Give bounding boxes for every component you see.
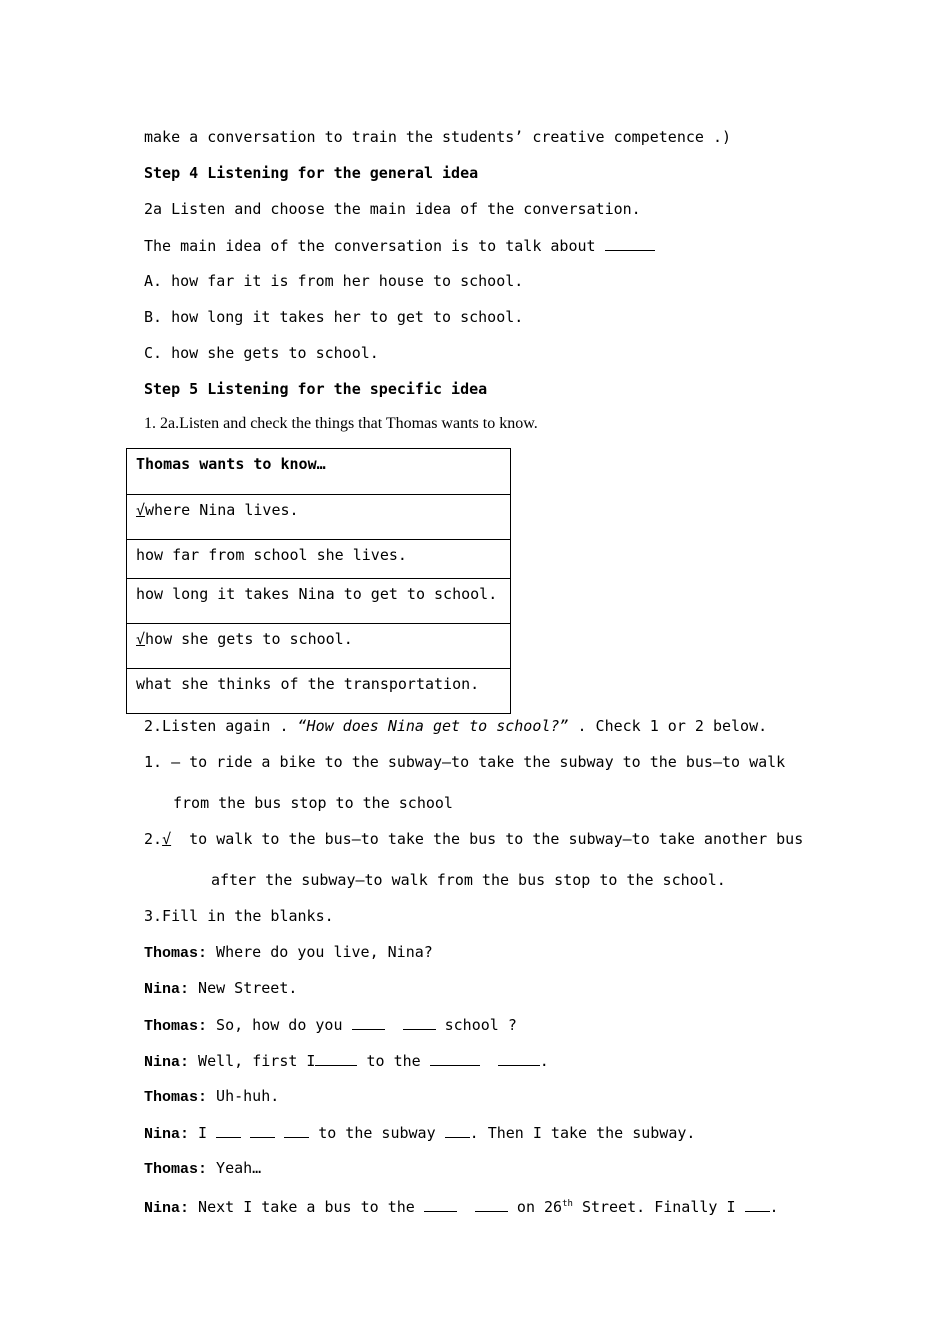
dialogue-line: Nina: Next I take a bus to the on 26th Street. Finally I . [144,1198,779,1217]
option-a: A. how far it is from her house to school. [144,272,524,290]
speaker-thomas: Thomas: [144,1018,208,1035]
route-2 [144,830,803,848]
intro-line: make a conversation to train the students’ creative competence .) [144,128,731,146]
route-1-line2: from the bus stop to the school [173,794,453,812]
fill-blank[interactable] [498,1051,540,1066]
dialogue-line [144,979,297,999]
table-header [127,449,511,495]
fill-blank[interactable] [424,1197,457,1212]
line-text: I [198,1124,208,1142]
dialogue-line: Nina: Well, first I to the . [144,1052,549,1071]
dialogue-line [144,1087,279,1107]
check-mark: √ [136,501,146,519]
speaker-nina: Nina: [144,1200,190,1217]
check-mark: √ [136,630,146,648]
line-text: school ? [444,1016,517,1034]
dialogue-line [144,1123,695,1144]
fill-blank[interactable] [284,1123,309,1138]
line-text: to the subway [318,1124,436,1142]
speaker-nina: Nina: [144,1054,190,1071]
row-text: how far from school she lives. [136,546,407,564]
task2-question: “How does Nina get to school?” [297,717,569,735]
table-row [127,540,511,579]
step4-heading: Step 4 Listening for the general idea [144,164,479,182]
speaker-thomas: Thomas: [144,945,208,962]
row-text: how long it takes Nina to get to school. [136,585,498,603]
line-text: Uh-huh. [216,1087,280,1105]
fill-blank[interactable] [445,1123,470,1138]
route-2-line1: to walk to the bus—to take the bus to the subway—to take another bus [189,830,804,848]
route-2-line2: after the subway—to walk from the bus stop to the school. [211,871,726,889]
step4-task: 2a Listen and choose the main idea of the conversation. [144,200,641,218]
step4-question [144,236,655,255]
table-row [127,579,511,624]
route-2-number: 2. [144,830,163,848]
thomas-wants-table [126,448,511,714]
row-text: what she thinks of the transportation. [136,675,480,693]
line-text: . Then I take the subway. [469,1124,696,1142]
table-row [127,669,511,714]
dialogue-line [144,1159,261,1179]
dialogue-line [144,1015,517,1036]
step5-task2 [144,717,767,735]
step5-heading: Step 5 Listening for the specific idea [144,380,488,398]
table-header-text: Thomas wants to know… [136,455,326,473]
line-text: New Street. [198,979,298,997]
line-text: So, how do you [216,1016,343,1034]
fill-blank[interactable] [216,1123,241,1138]
task2-suffix: . Check 1 or 2 below. [577,717,768,735]
speaker-thomas: Thomas: [144,1089,208,1106]
fill-blank[interactable] [475,1197,508,1212]
line-text: Next I take a bus to the [198,1198,415,1216]
step5-task1: 1. 2a.Listen and check the things that Thomas wants to know. [144,415,538,432]
line-text: Well, first I [198,1052,316,1070]
step5-task3: 3.Fill in the blanks. [144,907,334,925]
fill-blank[interactable] [315,1051,357,1066]
fill-blank[interactable] [403,1015,436,1030]
answer-blank[interactable] [605,236,655,251]
dialogue-line [144,943,433,963]
route-2-check: √ [162,830,172,848]
line-text: Street. Finally I [581,1198,736,1216]
speaker-nina: Nina: [144,981,190,998]
speaker-thomas: Thomas: [144,1161,208,1178]
fill-blank[interactable] [745,1197,770,1212]
table-row [127,624,511,669]
route-1-line1: — to ride a bike to the subway—to take the subway to the bus—to walk [171,753,786,771]
option-b: B. how long it takes her to get to school. [144,308,524,326]
line-text: Yeah… [216,1159,262,1177]
line-text: to the [366,1052,421,1070]
task2-prefix: 2.Listen again . [144,717,289,735]
row-text: how she gets to school. [145,630,353,648]
route-1-number: 1. [144,753,163,771]
route-1 [144,753,785,771]
superscript: th [562,1199,573,1209]
step4-question-text: The main idea of the conversation is to talk about [144,237,596,255]
row-text: where Nina lives. [145,501,299,519]
line-text: on 26 [516,1198,563,1216]
option-c: C. how she gets to school. [144,344,379,362]
line-text: Where do you live, Nina? [216,943,433,961]
fill-blank[interactable] [250,1123,275,1138]
speaker-nina: Nina: [144,1126,190,1143]
table-row [127,495,511,540]
fill-blank[interactable] [352,1015,385,1030]
fill-blank[interactable] [430,1051,480,1066]
